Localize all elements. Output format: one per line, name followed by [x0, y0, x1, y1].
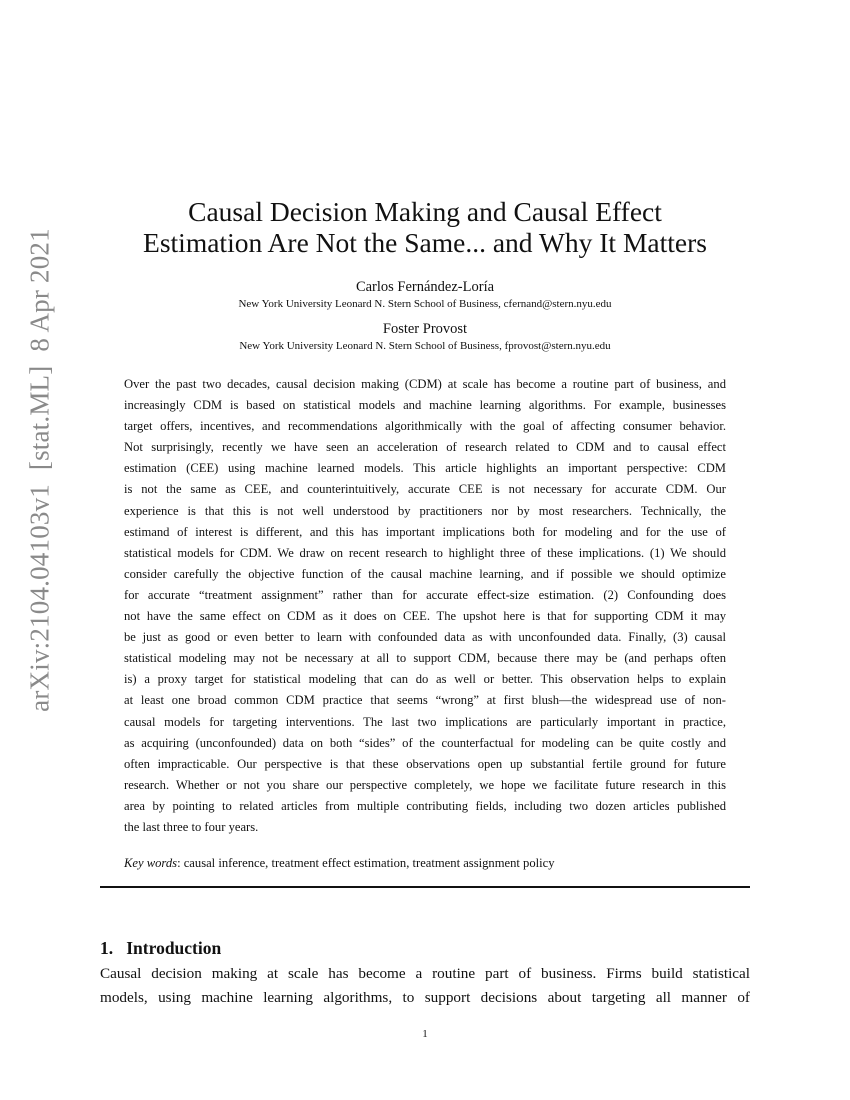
- abstract-line: consider carefully the objective function of the causal machine learning, and if possible we should optimize: [124, 566, 726, 581]
- keywords-text: causal inference, treatment effect estimation, treatment assignment policy: [183, 856, 555, 870]
- abstract-line: at least one broad common CDM practice that seems “wrong” at first blush—the widespread use of non-: [124, 693, 726, 708]
- abstract-line: be just as good or even better to learn with confounded data as with unconfounded data. Finally, (3) causal: [124, 630, 726, 645]
- author-name: Foster Provost: [382, 321, 468, 337]
- keywords: Key words: causal inference, treatment effect estimation, treatment assignment policy: [124, 856, 555, 870]
- abstract-line: target offers, incentives, and recommendations algorithmically with the goal of affecting consumer behavior.: [124, 419, 726, 434]
- abstract-line: increasingly CDM is based on statistical models and machine learning algorithms. For example, businesses: [124, 398, 726, 413]
- section-body: [100, 962, 750, 1010]
- abstract-line: Over the past two decades, causal decision making (CDM) at scale has become a routine part of business, and: [124, 377, 726, 391]
- abstract: [124, 374, 726, 838]
- abstract-line: area by pointing to related articles from multiple contributing fields, including two dozen articles published: [124, 798, 726, 813]
- body-line: Causal decision making at scale has become a routine part of business. Firms build statistical: [100, 965, 750, 982]
- author-affiliation: New York University Leonard N. Stern School of Business, cfernand@stern.nyu.edu: [238, 298, 612, 310]
- abstract-line: for accurate “treatment assignment” rather than for accurate effect-size estimation. (2) Confounding does: [124, 587, 726, 602]
- abstract-line: is) a proxy target for statistical modeling that can do as well or better. This observation helps to explain: [124, 672, 726, 687]
- section-heading: 1. Introduction: [100, 938, 222, 958]
- abstract-line: estimation (CEE) using machine learned models. This article highlights an important perspective: CDM: [124, 461, 726, 476]
- keywords-label: Key words: [124, 856, 178, 870]
- abstract-line: statistical modeling may not be necessary at all to support CDM, because there may be (and perhaps often: [124, 651, 726, 666]
- divider: [100, 886, 750, 888]
- abstract-line: causal models for targeting interventions. The last two implications are particularly important in practice,: [124, 714, 726, 729]
- abstract-line: estimand of interest is different, and this has important implications both for modeling and for the use of: [124, 524, 726, 539]
- abstract-line: the last three to four years.: [124, 819, 259, 834]
- title-line: Causal Decision Making and Causal Effect: [188, 196, 662, 227]
- abstract-line: experience is that this is not well understood by practitioners nor by most researchers. Technically, the: [124, 503, 726, 518]
- abstract-line: statistical models for CDM. We draw on recent research to highlight three of these implications. (1) We should: [124, 545, 726, 560]
- abstract-line: often impracticable. Our perspective is that these observations open up substantial fertile ground for future: [124, 756, 726, 771]
- author-name: Carlos Fernández-Loría: [355, 279, 495, 295]
- abstract-line: is not the same as CEE, and counterintuitively, accurate CEE is not necessary for accurate CDM. Our: [124, 482, 726, 497]
- title-line: Estimation Are Not the Same... and Why It Matters: [143, 227, 707, 258]
- abstract-line: research. Whether or not you share our perspective completely, we hope we facilitate future research in this: [124, 777, 726, 792]
- abstract-line: as acquiring (unconfounded) data on both “sides” of the counterfactual for modeling can be quite costly and: [124, 735, 726, 750]
- abstract-line: not have the same effect on CDM as it does on CEE. The upshot here is that for supporting CDM it may: [124, 609, 726, 624]
- author-affiliation: New York University Leonard N. Stern School of Business, fprovost@stern.nyu.edu: [239, 340, 611, 352]
- body-line: models, using machine learning algorithms, to support decisions about targeting all manner of: [100, 989, 750, 1006]
- page-number: 1: [422, 1028, 428, 1040]
- paper-title: [0, 196, 850, 258]
- arxiv-stamp: arXiv:2104.04103v1 [stat.ML] 8 Apr 2021: [24, 228, 55, 712]
- abstract-line: Not surprisingly, recently we have seen an acceleration of research related to CDM and to causal effect: [124, 440, 726, 455]
